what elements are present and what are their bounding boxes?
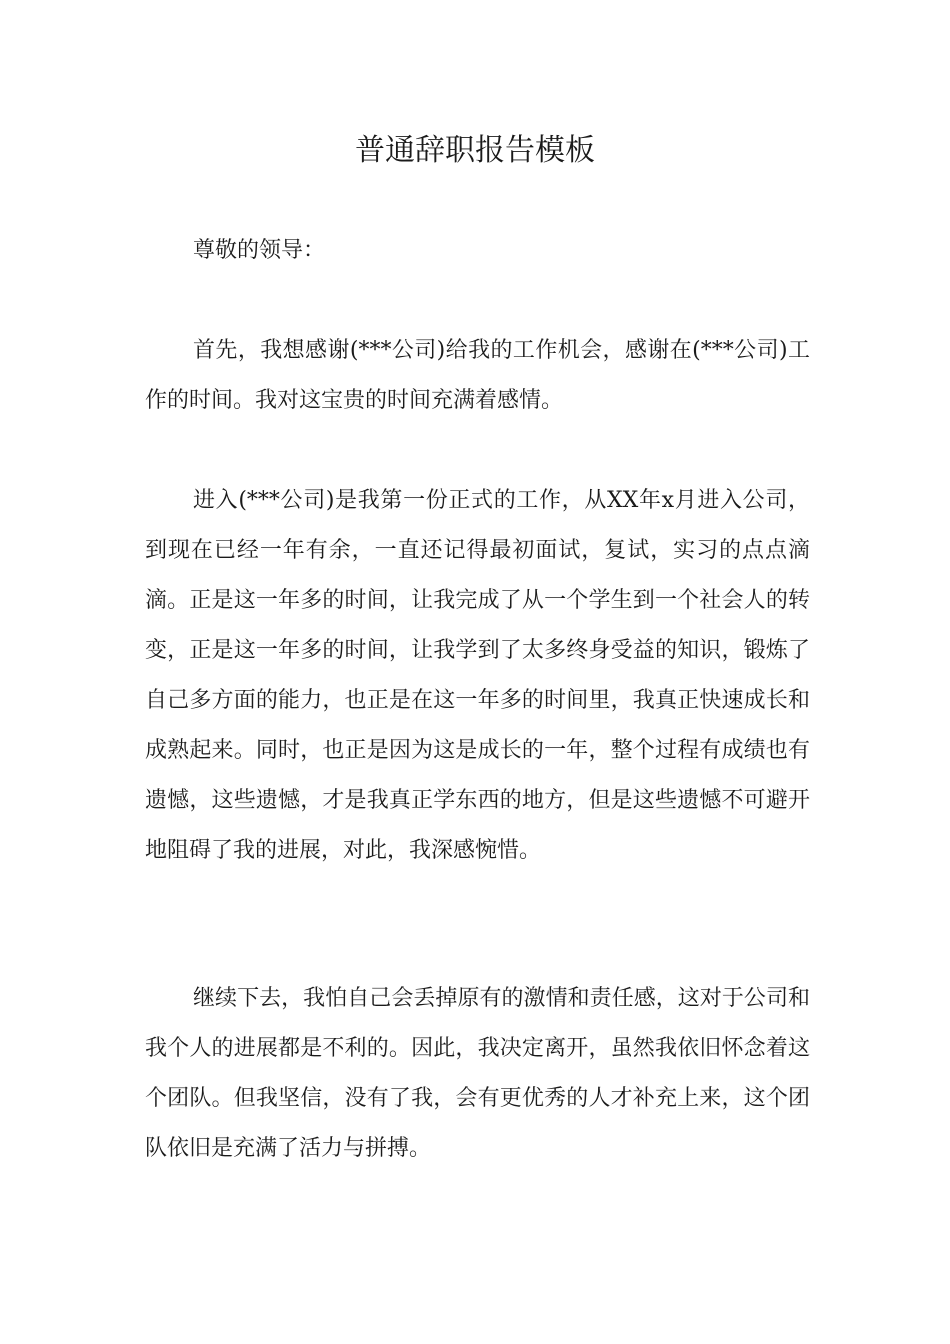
document-title: 普通辞职报告模板 — [355, 133, 595, 168]
paragraph-3: 继续下去，我怕自己会丢掉原有的激情和责任感，这对于公司和我个人的进展都是不利的。因此，我决定离开，虽然我依旧怀念着这个团队。但我坚信，没有了我，会有更优秀的人才补充上来，这个团队依旧是充满了活力与拼搏。 — [145, 986, 810, 1161]
paragraph-2: 进入(***公司)是我第一份正式的工作，从XX年x月进入公司，到现在已经一年有余，一直还记得最初面试，复试，实习的点点滴滴。正是这一年多的时间，让我完成了从一个学生到一个社会人的转变，正是这一年多的时间，让我学到了太多终身受益的知识，锻炼了自己多方面的能力，也正是在这一年多的时间里，我真正快速成长和成熟起来。同时，也正是因为这是成长的一年，整个过程有成绩也有遗憾，这些遗憾，才是我真正学东西的地方，但是这些遗憾不可避开地阻碍了我的进展，对此，我深感惋惜。 — [145, 488, 810, 863]
paragraph-1: 首先，我想感谢(***公司)给我的工作机会，感谢在(***公司)工作的时间。我对这宝贵的时间充满着感情。 — [145, 338, 810, 413]
salutation: 尊敬的领导： — [193, 238, 326, 263]
